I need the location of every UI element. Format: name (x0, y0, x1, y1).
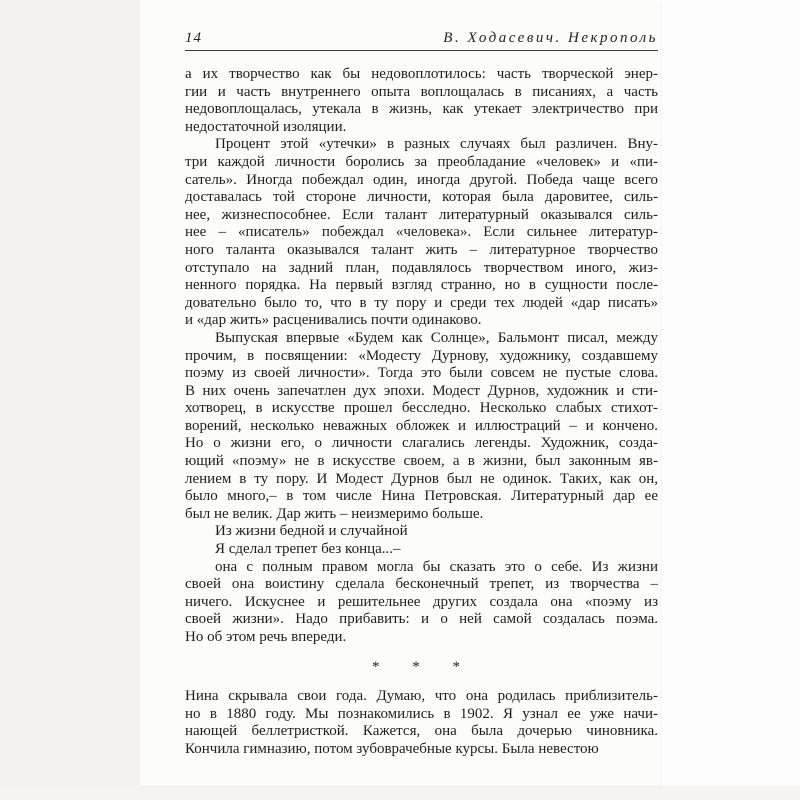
body-text (185, 66, 658, 759)
paragraph (185, 66, 658, 136)
page-header (185, 30, 658, 47)
text-line: Но о жизни его, о личности слагались легенды. Художник, созда- (185, 435, 658, 452)
text-line: прочим, в посвящении: «Модесту Дурнову, художнику, создавшему (185, 347, 658, 364)
text-line: хотворец, в искусстве прошел бесследно. Несколько слабых стихот- (185, 400, 658, 417)
text-line: Я сделал трепет без конца...– (215, 541, 401, 558)
text-line: доставалась той стороне личности, которая была даровитее, силь- (185, 189, 658, 206)
text-line: нее, жизнеспособнее. Если талант литературный оказывался силь- (185, 206, 658, 223)
text-line: Из жизни бедной и случайной (215, 523, 408, 540)
text-line: Выпуская впервые «Будем как Солнце», Бальмонт писал, между (215, 329, 658, 346)
text-line: ворений, несколько неважных обложек и иллюстраций – и кончено. (185, 417, 658, 434)
text-line: ничего. Искуснее и решительнее других создала она «поэму из (185, 593, 658, 610)
text-line: довательно было то, что в ту пору и среди тех людей «дар писать» (185, 294, 658, 311)
text-line: она с полным правом могла бы сказать это о себе. Из жизни (215, 558, 658, 575)
text-line: нее – «писатель» побеждал «человека». Если сильнее литератур- (185, 224, 658, 241)
text-line: Процент этой «утечки» в разных случаях был различен. Вну- (215, 136, 658, 153)
text-line: был не велик. Дар жить – неизмеримо больше. (185, 505, 484, 522)
section-separator (185, 659, 658, 677)
text-line: три каждой личности боролись за преобладание «человек» и «пи- (185, 153, 658, 170)
text-line: ненного порядка. На первый взгляд странно, но в сущности после- (185, 277, 658, 294)
background-bottom-margin (0, 786, 800, 800)
text-line: ющий «поэму» не в искусстве своем, а в жизни, был законным яв- (185, 453, 658, 470)
background-left-margin (0, 0, 140, 800)
text-line: лением в ту пору. И Модест Дурнов был не одинок. Таких, как он, (185, 470, 658, 487)
text-line: а их творчество как бы недовоплотилось: часть творческой энер- (185, 66, 658, 82)
text-line: Нина скрывала свои года. Думаю, что она родилась приблизитель- (185, 688, 658, 705)
text-line: поэму из своей личности». Тогда это были совсем не пустые слова. (185, 365, 658, 382)
text-line: своей она воистину сделала бесконечный трепет, из творчества – (185, 576, 658, 593)
paragraph (185, 559, 658, 647)
text-line: отступало на задний план, подавлялось творчеством иного, жиз- (185, 259, 658, 276)
text-line: Но об этом речь впереди. (185, 629, 347, 645)
text-line: но в 1880 году. Мы познакомились в 1902. Я узнал ее уже начи- (185, 705, 658, 722)
page-number: 14 (185, 30, 202, 46)
running-title: В. Ходасевич. Некрополь (443, 30, 658, 46)
header-rule (185, 50, 658, 51)
text-line: В них очень запечатлен дух эпохи. Модест Дурнов, художник и сти- (185, 382, 658, 399)
text-line: было много,– в том числе Нина Петровская. Литературный дар ее (185, 488, 658, 505)
text-line: недовоплощалась, утекала в жизнь, как утекает электричество при (185, 101, 658, 118)
text-line: недостаточной изоляции. (185, 118, 347, 135)
text-line: сатель». Иногда побеждал один, иногда другой. Победа чаще всего (185, 171, 658, 188)
paragraph (185, 688, 658, 758)
book-page (140, 0, 660, 786)
text-line: нающей беллетристкой. Кажется, она была дочерью чиновника. (185, 723, 658, 740)
paragraph (185, 330, 658, 524)
text-line: и «дар жить» расценивались почти одинаково. (185, 312, 482, 329)
text-line: Кончила гимназию, потом зубоврачебные курсы. Была невестою (185, 740, 599, 757)
text-line: ного таланта оказывался талант жить – литературное творчество (185, 241, 658, 258)
paragraph (185, 523, 658, 558)
text-line: гии и часть внутреннего опыта воплощалась в писаниях, а часть (185, 83, 658, 100)
text-line: своей жизни». Надо прибавить: и о ней самой создалась поэма. (185, 611, 658, 628)
paragraph (185, 136, 658, 330)
text-line: * * * (372, 658, 471, 675)
